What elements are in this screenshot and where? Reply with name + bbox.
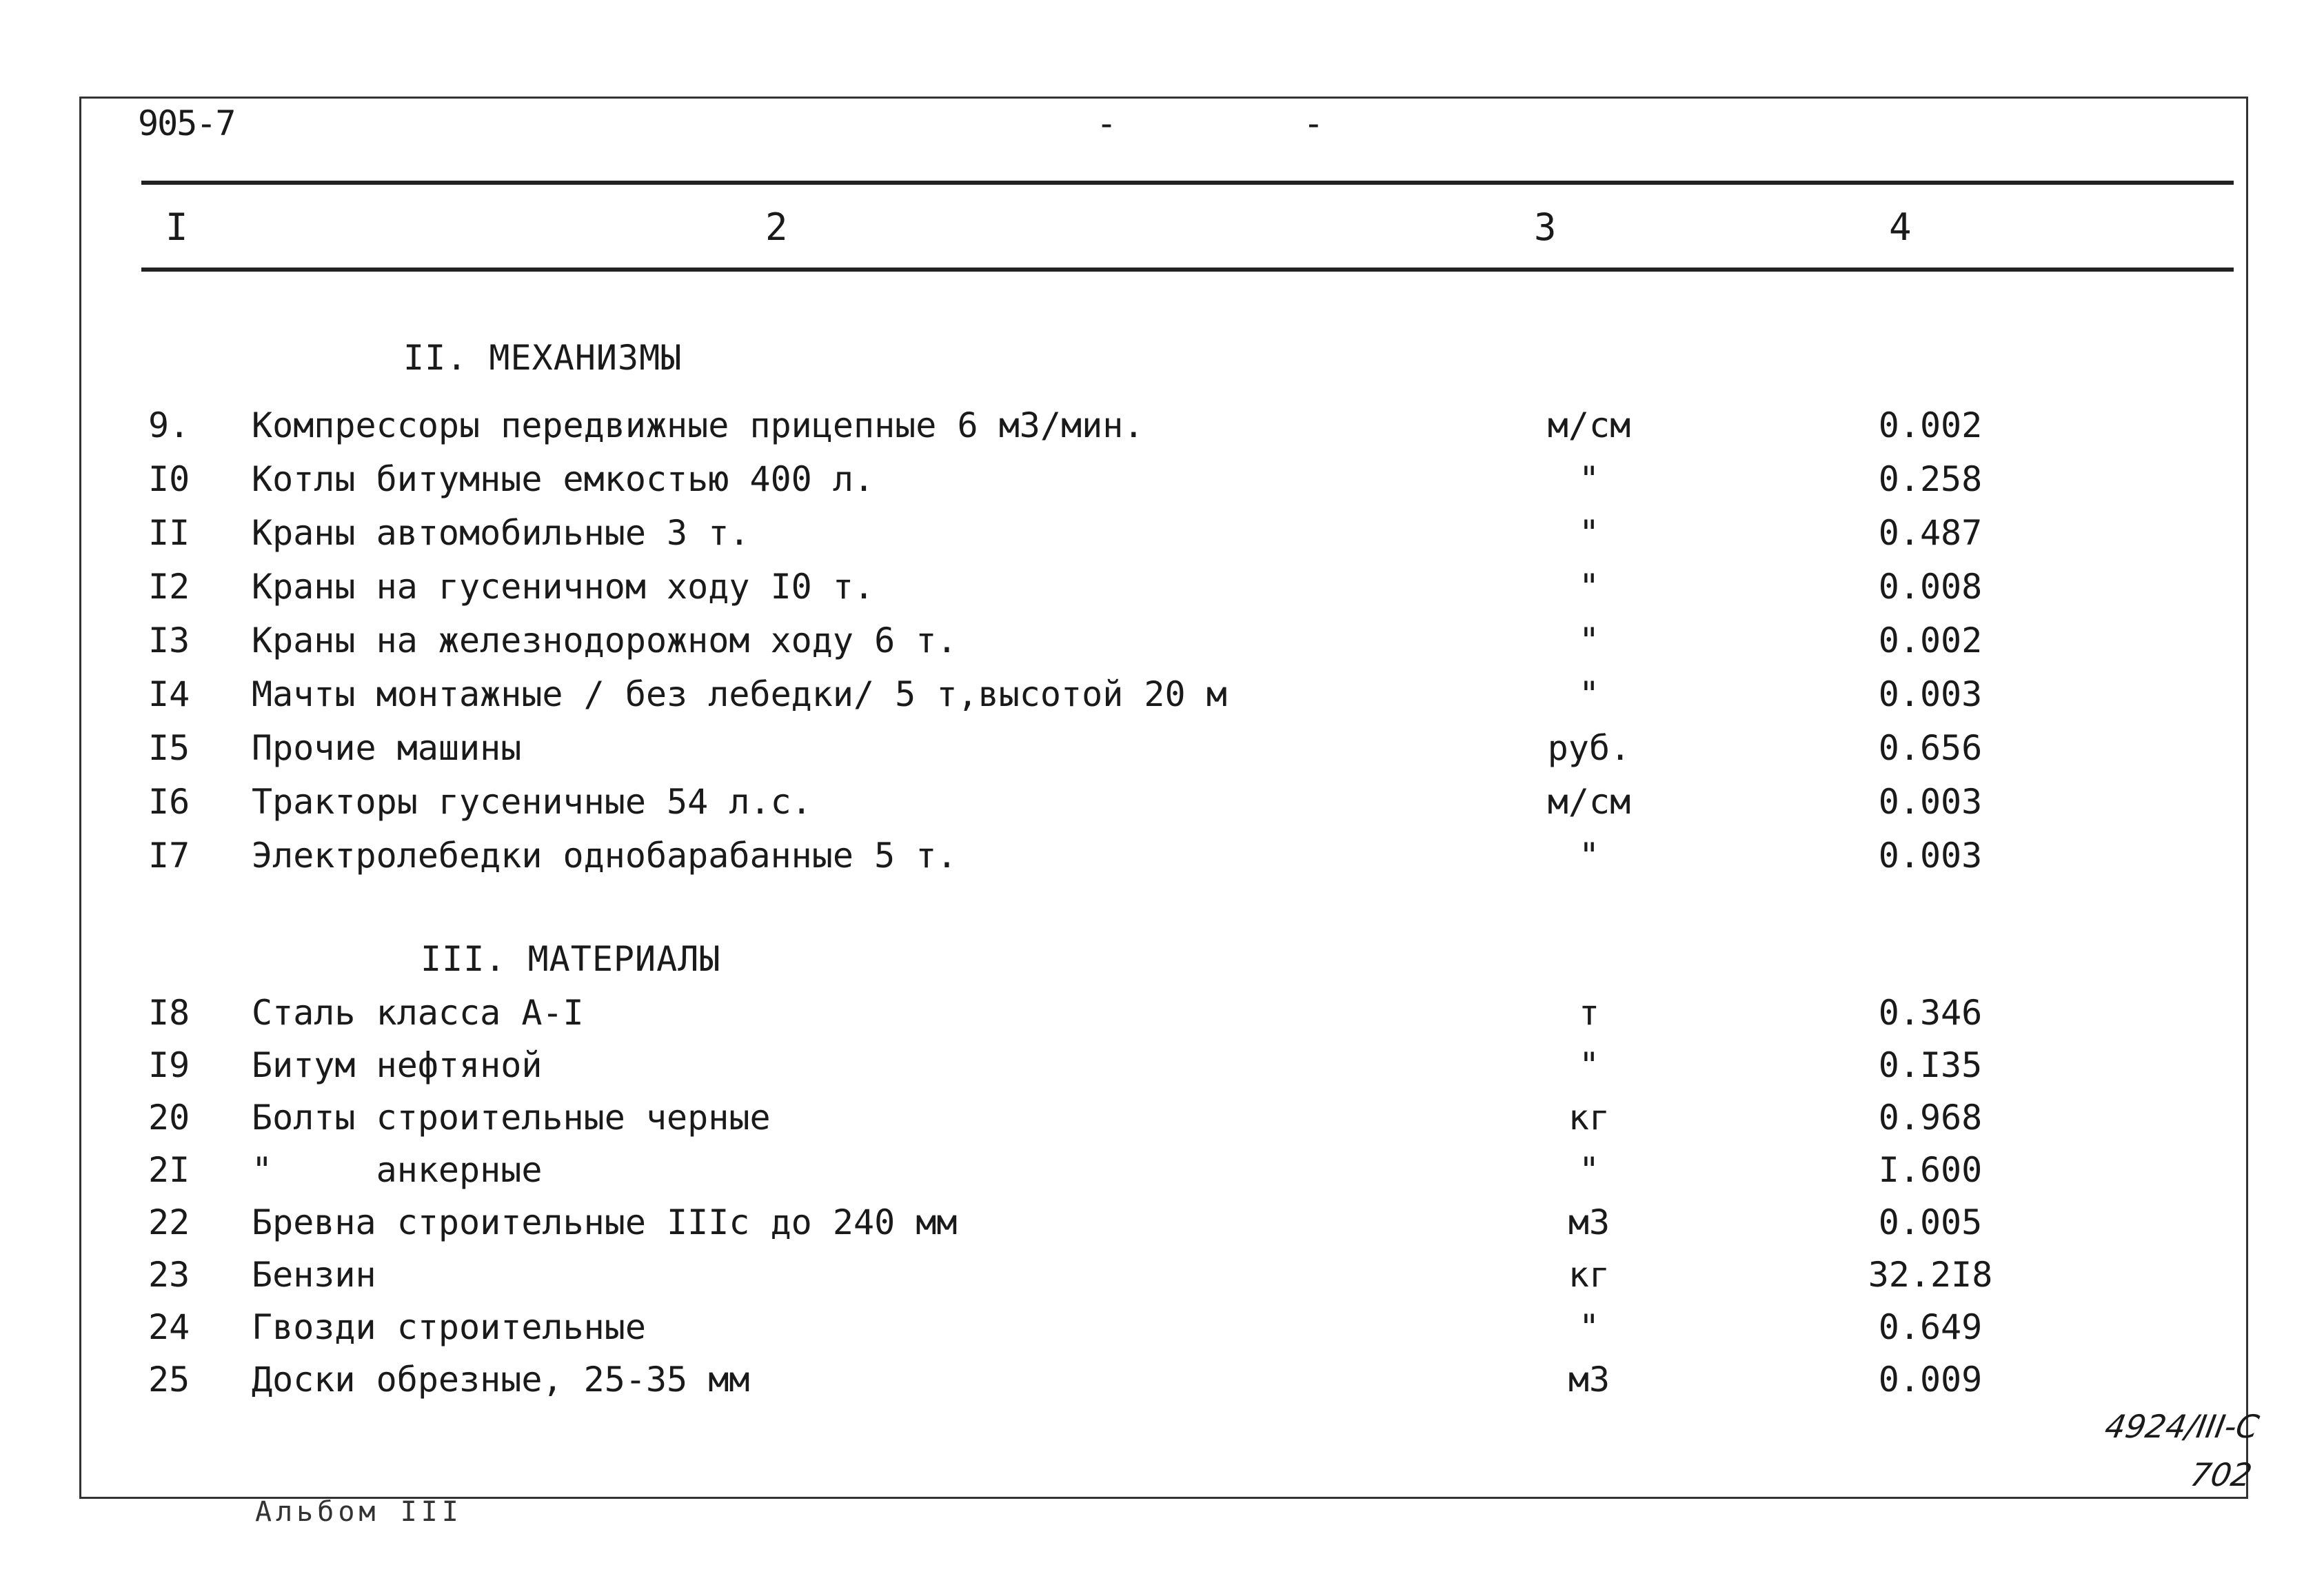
table-row <box>0 621 2324 669</box>
table-row <box>0 513 2324 561</box>
row-name: Битум нефтяной <box>252 1045 543 1085</box>
row-unit: " <box>1578 621 1600 660</box>
row-name: " анкерные <box>252 1150 543 1190</box>
row-number: I4 <box>148 674 190 714</box>
row-value: 0.002 <box>1878 621 1983 660</box>
row-name: Болты строительные черные <box>252 1098 771 1138</box>
section-title-mechanisms: II. МЕХАНИЗМЫ <box>403 338 683 378</box>
row-number: 23 <box>148 1255 190 1295</box>
row-name: Тракторы гусеничные 54 л.с. <box>252 782 812 822</box>
row-unit: " <box>1578 459 1600 499</box>
row-number: 20 <box>148 1098 190 1138</box>
table-row <box>0 674 2324 723</box>
row-value: 0.003 <box>1878 836 1983 876</box>
table-row <box>0 567 2324 615</box>
row-unit: " <box>1578 1307 1600 1347</box>
table-row <box>0 1360 2324 1408</box>
row-value: 32.2I8 <box>1868 1255 1993 1295</box>
row-number: I7 <box>148 836 190 876</box>
column-header-2: 2 <box>765 205 788 249</box>
table-row <box>0 1098 2324 1146</box>
row-name: Котлы битумные емкостью 400 л. <box>252 459 875 499</box>
row-name: Компрессоры передвижные прицепные 6 м3/мин. <box>252 405 1144 445</box>
row-number: I5 <box>148 728 190 768</box>
row-unit: т <box>1578 993 1600 1033</box>
table-row <box>0 1255 2324 1303</box>
table-row <box>0 1150 2324 1198</box>
row-unit: " <box>1578 513 1600 553</box>
row-unit: " <box>1578 1045 1600 1085</box>
row-unit: м/см <box>1547 405 1631 445</box>
row-value: I.600 <box>1878 1150 1983 1190</box>
row-value: 0.649 <box>1878 1307 1983 1347</box>
row-number: I9 <box>148 1045 190 1085</box>
section-title-materials: III. МАТЕРИАЛЫ <box>421 939 721 979</box>
row-unit: " <box>1578 567 1600 607</box>
row-unit: " <box>1578 836 1600 876</box>
row-number: I6 <box>148 782 190 822</box>
album-footnote: Альбом III <box>255 1496 463 1528</box>
row-number: 9. <box>148 405 190 445</box>
column-header-1: I <box>165 205 188 249</box>
archive-page-stamp: 702 <box>2187 1456 2255 1493</box>
row-name: Электролебедки однобарабанные 5 т. <box>252 836 958 876</box>
row-value: 0.009 <box>1878 1360 1983 1400</box>
row-name: Краны на железнодорожном ходу 6 т. <box>252 621 958 660</box>
column-header-4: 4 <box>1889 205 1912 249</box>
column-header-3: 3 <box>1534 205 1557 249</box>
row-unit: кг <box>1568 1098 1610 1138</box>
table-row <box>0 1307 2324 1355</box>
row-name: Гвозди строительные <box>252 1307 646 1347</box>
row-number: 24 <box>148 1307 190 1347</box>
table-row <box>0 1045 2324 1093</box>
row-number: 2I <box>148 1150 190 1190</box>
table-row <box>0 459 2324 507</box>
row-value: 0.258 <box>1878 459 1983 499</box>
archive-code-stamp: 4924/III-С <box>2102 1408 2262 1445</box>
row-value: 0.002 <box>1878 405 1983 445</box>
row-name: Краны автомобильные 3 т. <box>252 513 750 553</box>
row-name: Доски обрезные, 25-35 мм <box>252 1360 750 1400</box>
row-name: Бензин <box>252 1255 376 1295</box>
row-unit: м/см <box>1547 782 1631 822</box>
row-value: 0.346 <box>1878 993 1983 1033</box>
row-unit: м3 <box>1568 1360 1610 1400</box>
document-code: 905-7 <box>138 103 235 143</box>
page-number-dashes: - - <box>1096 103 1407 143</box>
table-row <box>0 782 2324 830</box>
table-row <box>0 836 2324 884</box>
row-number: II <box>148 513 190 553</box>
row-value: 0.005 <box>1878 1202 1983 1242</box>
table-row <box>0 1202 2324 1251</box>
row-value: 0.968 <box>1878 1098 1983 1138</box>
row-unit: руб. <box>1547 728 1631 768</box>
row-name: Прочие машины <box>252 728 522 768</box>
row-value: 0.003 <box>1878 782 1983 822</box>
row-unit: м3 <box>1568 1202 1610 1242</box>
header-top-rule <box>141 181 2234 185</box>
row-number: 25 <box>148 1360 190 1400</box>
row-value: 0.I35 <box>1878 1045 1983 1085</box>
row-value: 0.008 <box>1878 567 1983 607</box>
table-row <box>0 405 2324 454</box>
row-value: 0.487 <box>1878 513 1983 553</box>
table-row <box>0 993 2324 1041</box>
row-unit: кг <box>1568 1255 1610 1295</box>
row-value: 0.656 <box>1878 728 1983 768</box>
row-name: Краны на гусеничном ходу I0 т. <box>252 567 875 607</box>
row-name: Сталь класса А-I <box>252 993 584 1033</box>
row-number: I2 <box>148 567 190 607</box>
row-number: I3 <box>148 621 190 660</box>
row-name: Мачты монтажные / без лебедки/ 5 т,высотой 20 м <box>252 674 1227 714</box>
row-unit: " <box>1578 674 1600 714</box>
row-number: I0 <box>148 459 190 499</box>
row-name: Бревна строительные IIIс до 240 мм <box>252 1202 958 1242</box>
header-bottom-rule <box>141 268 2234 272</box>
table-row <box>0 728 2324 776</box>
row-unit: " <box>1578 1150 1600 1190</box>
row-number: 22 <box>148 1202 190 1242</box>
row-number: I8 <box>148 993 190 1033</box>
row-value: 0.003 <box>1878 674 1983 714</box>
